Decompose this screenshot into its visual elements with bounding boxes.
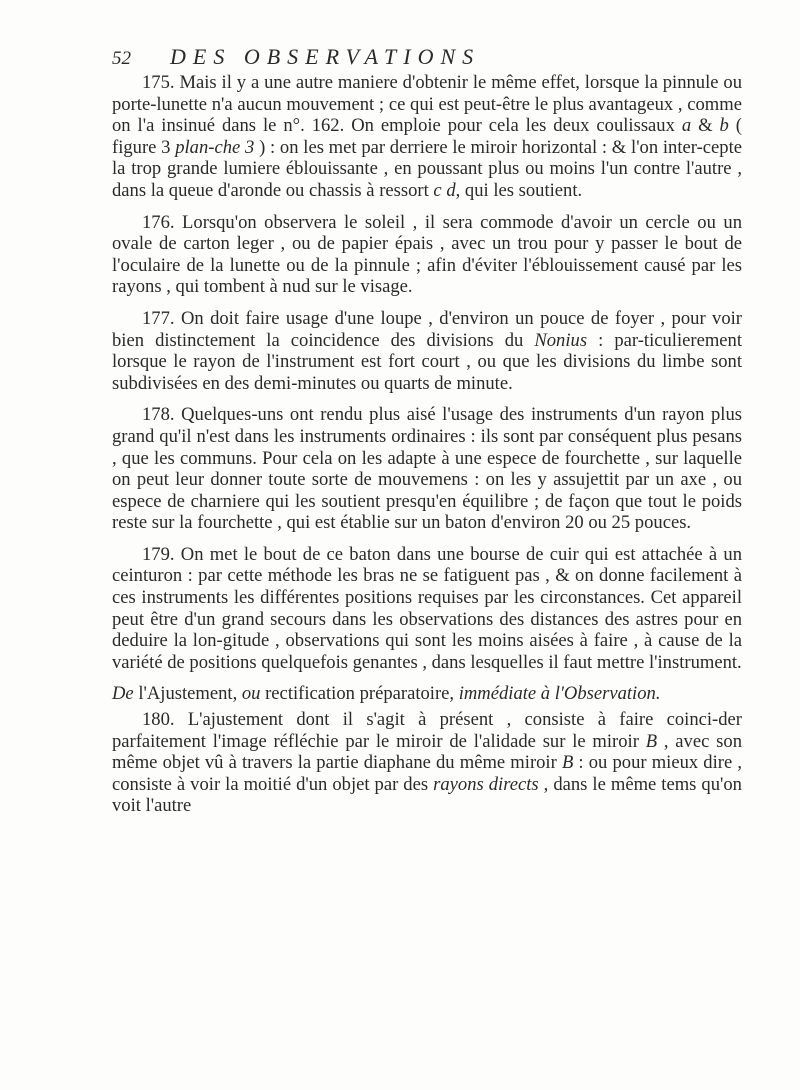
plate-ref: plan-che 3 xyxy=(175,136,255,158)
running-title: DES OBSERVATIONS xyxy=(170,44,481,69)
paragraph-177: 177. On doit faire usage d'une loupe , d'environ un pouce de foyer , pour voir bien distinctement la coincidence des divisions du Nonius : par-ticulierement lorsque le rayon de l'instrument est fort court , ou que les divisions du limbe sont subdivisées en des demi-minutes ou quarts de minute. xyxy=(112,307,742,394)
figure-ref: b xyxy=(719,115,729,137)
paragraph-175: 175. Mais il y a une autre maniere d'obtenir le même effet, lorsque la pinnule ou porte-lunette n'a aucun mouvement ; ce qui est peut-être le plus avantageux , comme on l'a insinué dans le n°. 162. On emploie pour cela les deux coulissaux a & b ( figure 3 plan-che 3 ) : on les met par derriere le miroir horizontal : & l'on inter-cepte la trop grande lumiere éblouissante , en poussant plus ou moins l'un contre l'autre , dans la queue d'aronde ou chassis à ressort c d, qui les soutient. xyxy=(112,72,743,201)
paragraph-180: 180. L'ajustement dont il s'agit à présent , consiste à faire coinci-der parfaitement l'image réfléchie par le miroir de l'alidade sur le miroir B , avec son même objet vû à travers la partie diaphane du même miroir B : ou pour mieux dire , consiste à voir la moitié d'un objet par des rayons directs , dans le même tems qu'on voit l'autre xyxy=(112,709,743,817)
page-number: 52 xyxy=(112,48,131,69)
mirror-ref: B xyxy=(645,730,658,752)
running-head xyxy=(112,44,742,74)
body-text xyxy=(112,72,742,827)
paragraph-179: 179. On met le bout de ce baton dans une bourse de cuir qui est attachée à un ceinturon : par cette méthode les bras ne se fatiguent pas , & on donne facilement à ces instruments les différentes positions requises par les circonstances. Cet appareil peut être d'un grand secours dans les observations des distances des astres pour en deduire la lon-gitude , observations qui sont les moins aisées à faire , à cause de la variété de positions quelquefois genantes , dans lesquelles il faut mettre l'instrument. xyxy=(112,543,742,673)
figure-ref: a xyxy=(681,115,692,137)
section-heading: De l'Ajustement, ou rectification préparatoire, immédiate à l'Observation. xyxy=(112,683,661,705)
paragraph-number: 175. xyxy=(142,72,175,93)
paragraph-178: 178. Quelques-uns ont rendu plus aisé l'usage des instruments d'un rayon plus grand qu'il n'est dans les instruments ordinaires : ils sont par conséquent plus pesans , que les communs. Pour cela on les adapte à une espece de fourchette , sur laquelle on peut leur donner toute sorte de mouvemens : on les y assujettit par un axe , ou espece de charniere qui les soutient presqu'en équilibre ; de façon que tout le poids reste sur la fourchette , qui est établie sur un baton d'environ 20 ou 25 pouces. xyxy=(112,404,742,534)
paragraph-176: 176. Lorsqu'on observera le soleil , il sera commode d'avoir un cercle ou un ovale de carton leger , ou de papier épais , avec un trou pour y passer le bout de l'oculaire de la lunette ou de la pinnule ; afin d'éviter l'éblouissement causé par les rayons , qui tombent à nud sur le visage. xyxy=(112,211,742,298)
nonius-term: Nonius xyxy=(534,329,588,351)
italic-term: rayons directs xyxy=(433,773,539,795)
mirror-ref: B xyxy=(561,752,574,774)
figure-ref: c d xyxy=(433,179,456,201)
